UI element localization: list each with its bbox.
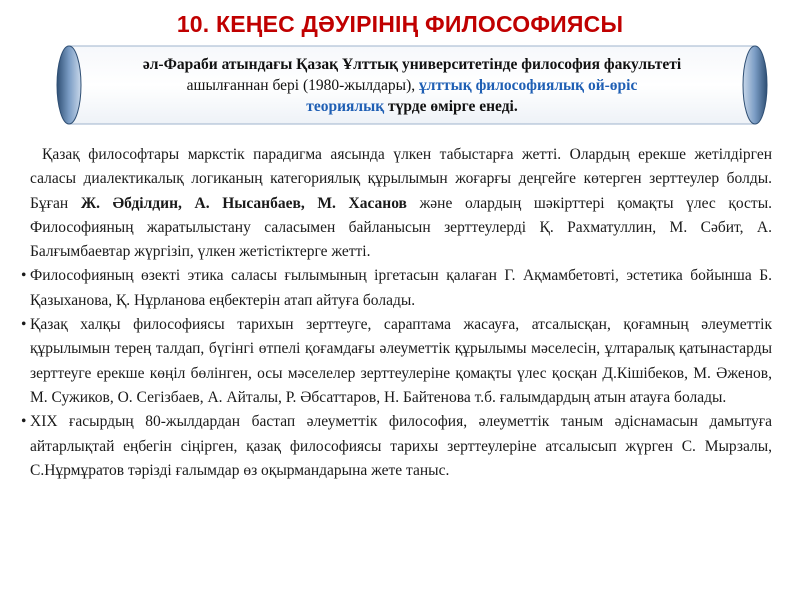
banner-line3-highlight: теориялық — [306, 98, 385, 115]
bullet-item-social — [21, 410, 772, 483]
bullet-text: Қазақ халқы философиясы тарихын зерттеуге, сараптама жасауға, атсалысқан, қоғамның әлеуметтік құрылымын терең талдап, бүгінгі өтпелі қоғамдағы әлеуметтік құрылымы мәселесін, ұлтаралық қатынастарды зерттеуге ерекше көңіл бөлінген, осы мәселелер зерттеулеріне қомақты үлес қосқан Д.Кішібеков, М. Әженов, М. Сужиков, О. Сегізбаев, А. Айталы, Р. Әбсаттаров, Н. Байтенова т.б. ғалымдардың атын атауға болады. — [30, 316, 772, 406]
banner-line1: әл-Фараби атындағы Қазақ Ұлттық университетінде философия факультеті — [142, 56, 682, 73]
paragraph-intro-part1: Қазақ философтары маркстік парадигма аясында үлкен табыстарға жетті. Олардың ерекше жетілдірген саласы диалектикалық логиканың категориялық құрылымын жоғарғы деңгейге көтерген зерттеулер болды. Бұған — [30, 146, 772, 212]
bullet-icon: • — [21, 316, 27, 334]
bullet-item-history — [21, 313, 772, 410]
banner-line3-bold: түрде өмірге енеді. — [384, 98, 518, 115]
paragraph-intro — [30, 143, 772, 264]
page-title: 10. КЕҢЕС ДӘУІРІНІҢ ФИЛОСОФИЯСЫ — [176, 11, 624, 37]
intro-banner — [55, 44, 769, 126]
bullet-item-ethics — [21, 264, 772, 313]
bullet-icon: • — [21, 267, 27, 285]
scholar-names: Ж. Әбділдин, А. Нысанбаев, М. Хасанов — [80, 194, 407, 212]
bullet-icon: • — [21, 413, 27, 431]
banner-text — [77, 54, 747, 117]
banner-line2-plain: ашылғаннан бері (1980-жылдары), — [186, 77, 419, 94]
banner-line2-highlight: ұлттық философиялық ой-өріс — [419, 77, 638, 94]
bullet-text: ХІХ ғасырдың 80-жылдардан бастап әлеуметтік философия, әлеуметтік таным әдіснамасын дамытуға айтарлықтай еңбегін сіңірген, қазақ философиясы тарихы зерттеулеріне атсалысып жүрген С. Мырзалы, С.Нұрмұратов тәрізді ғалымдар өз оқырмандарына жете таныс. — [30, 413, 772, 479]
bullet-text: Философияның өзекті этика саласы ғылымының іргетасын қалаған Г. Ақмамбетовті, эстетика бойынша Б. Қазыханова, Қ. Нұрланова еңбектерін атап айтуға болады. — [30, 267, 772, 309]
paragraph-intro-part2: және олардың шәкірттері қомақты үлес қосты. Философияның жаратылыстану саласымен байланысын зерттеулерді Қ. Рахматуллин, М. Сәбит, А. Балғымбаевтар жүргізіп, үлкен жетістіктерге жетті. — [30, 194, 772, 261]
main-text — [21, 143, 772, 483]
